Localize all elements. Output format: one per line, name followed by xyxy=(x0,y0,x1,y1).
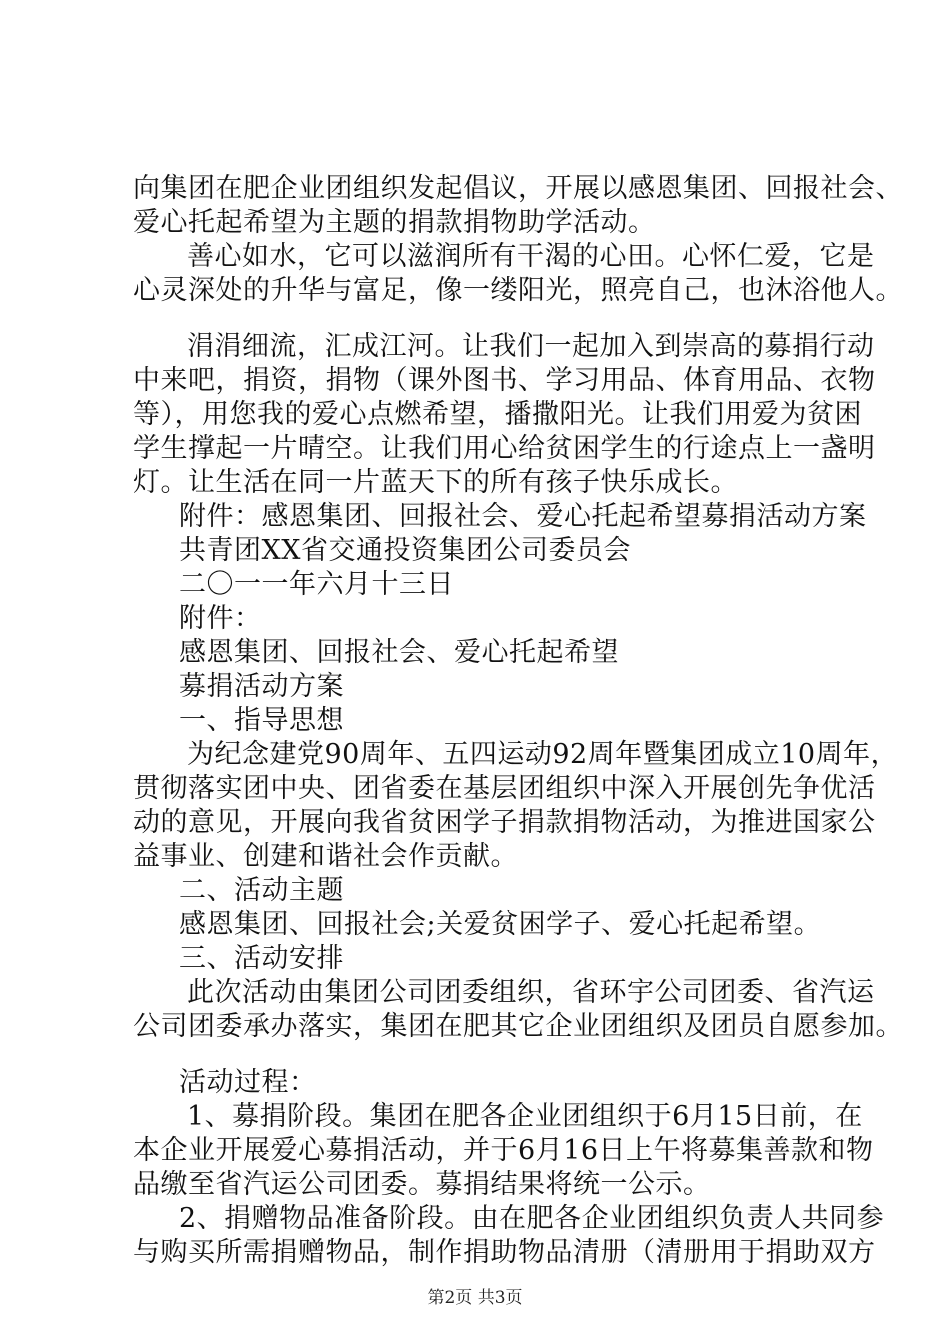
paragraph-line: 灯。让生活在同一片蓝天下的所有孩子快乐成长。 xyxy=(133,467,738,498)
signature-date: 二〇一一年六月十三日 xyxy=(179,569,454,600)
attachment-heading: 附件： xyxy=(179,603,262,634)
paragraph-line: 感恩集团、回报社会;关爱贫困学子、爱心托起希望。 xyxy=(179,909,822,940)
paragraph-line: 此次活动由集团公司团委组织，省环宇公司团委、省汽运 xyxy=(187,977,875,1008)
paragraph-line: 动的意见，开展向我省贫困学子捐款捐物活动，为推进国家公 xyxy=(133,807,876,838)
plan-title-line-2: 募捐活动方案 xyxy=(179,671,344,702)
paragraph-line: 学生撑起一片晴空。让我们用心给贫困学生的行途点上一盏明 xyxy=(133,433,876,464)
paragraph-line: 心灵深处的升华与富足，像一缕阳光，照亮自己，也沐浴他人。 xyxy=(133,275,903,306)
page-number-footer: 第2页 共3页 xyxy=(427,1288,523,1308)
signature-organization: 共青团XX省交通投资集团公司委员会 xyxy=(179,535,631,566)
paragraph-line: 等），用您我的爱心点燃希望，播撒阳光。让我们用爱为贫困 xyxy=(133,399,862,430)
plan-title-line-1: 感恩集团、回报社会、爱心托起希望 xyxy=(179,637,619,668)
attachment-line: 附件：感恩集团、回报社会、爱心托起希望募捐活动方案 xyxy=(179,501,867,532)
paragraph-line: 1、募捐阶段。集团在肥各企业团组织于6月15日前，在 xyxy=(187,1101,863,1132)
paragraph-line: 爱心托起希望为主题的捐款捐物助学活动。 xyxy=(133,207,656,238)
paragraph-line: 为纪念建党90周年、五四运动92周年暨集团成立10周年， xyxy=(187,739,899,770)
paragraph-line: 贯彻落实团中央、团省委在基层团组织中深入开展创先争优活 xyxy=(133,773,876,804)
paragraph-line: 2、捐赠物品准备阶段。由在肥各企业团组织负责人共同参 xyxy=(179,1203,885,1234)
paragraph-line: 品缴至省汽运公司团委。募捐结果将统一公示。 xyxy=(133,1169,711,1200)
paragraph-line: 益事业、创建和谐社会作贡献。 xyxy=(133,841,518,872)
paragraph-line: 中来吧，捐资，捐物（课外图书、学习用品、体育用品、衣物 xyxy=(133,365,876,396)
paragraph-line: 公司团委承办落实，集团在肥其它企业团组织及团员自愿参加。 xyxy=(133,1011,903,1042)
section-heading: 一、指导思想 xyxy=(179,705,344,736)
subsection-heading: 活动过程： xyxy=(179,1067,317,1098)
paragraph-line: 善心如水，它可以滋润所有干渴的心田。心怀仁爱，它是 xyxy=(187,241,875,272)
section-heading: 二、活动主题 xyxy=(179,875,344,906)
paragraph-line: 与购买所需捐赠物品，制作捐助物品清册（清册用于捐助双方 xyxy=(133,1237,876,1268)
paragraph-line: 涓涓细流，汇成江河。让我们一起加入到崇高的募捐行动 xyxy=(187,331,875,362)
paragraph-line: 本企业开展爱心募捐活动，并于6月16日上午将募集善款和物 xyxy=(133,1135,874,1166)
section-heading: 三、活动安排 xyxy=(179,943,344,974)
paragraph-line: 向集团在肥企业团组织发起倡议，开展以感恩集团、回报社会、 xyxy=(133,173,903,204)
